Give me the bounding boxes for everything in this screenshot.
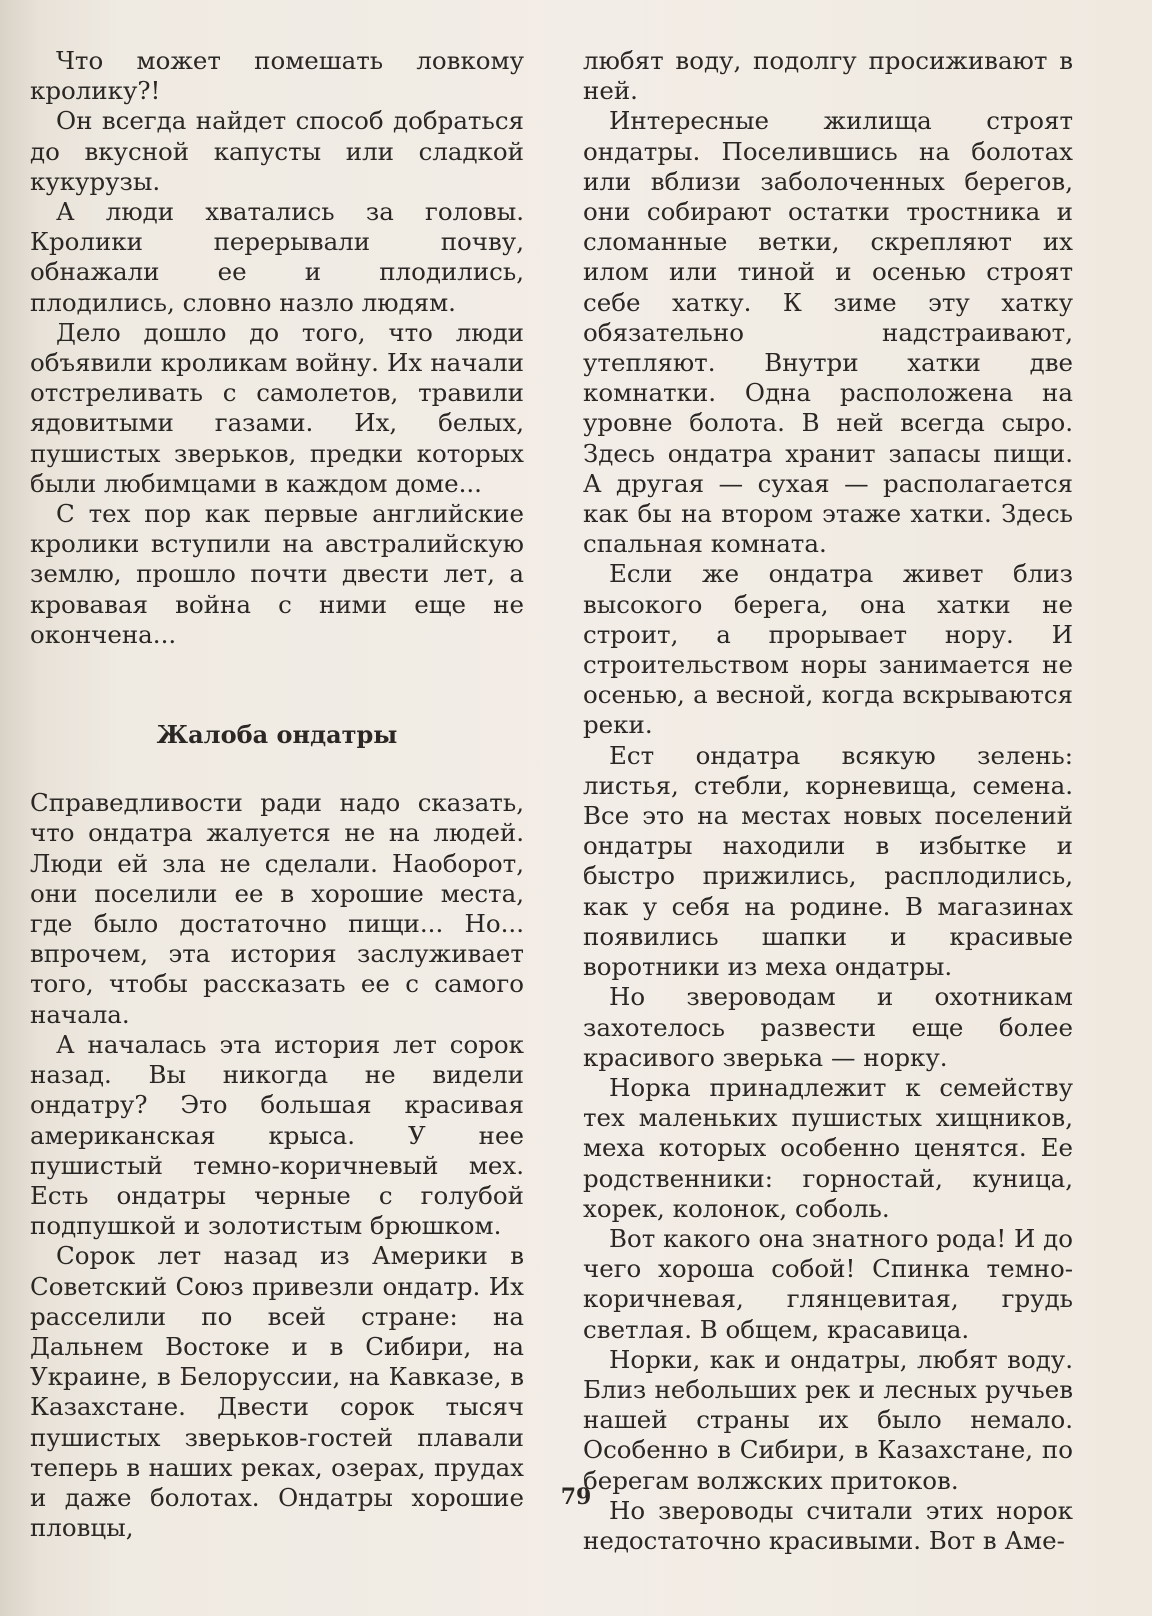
paragraph: Вот какого она знатного рода! И до чего хороша собой! Спинка темно-коричневая, глянцевитая, грудь светлая. В общем, красавица. [583, 1223, 1073, 1344]
paragraph: Ест ондатра всякую зелень: листья, стебли, корневища, семена. Все это на местах новых поселений ондатры находили в избытке и быстро прижились, расплодились, как у себя на родине. В магазинах появились шапки и красивые воротники из меха ондатры. [583, 740, 1073, 982]
paragraph: Дело дошло до того, что люди объявили кроликам войну. Их начали отстреливать с самолетов, травили ядовитыми газами. Их, белых, пушистых зверьков, предки которых были любимцами в каждом доме... [30, 317, 524, 498]
paragraph: Он всегда найдет способ добраться до вкусной капусты или сладкой кукурузы. [30, 106, 524, 196]
paragraph: Справедливости ради надо сказать, что ондатра жалуется не на людей. Люди ей зла не сделали. Наоборот, они поселили ее в хорошие места, где было достаточно пищи... Но... впрочем, эта история заслуживает того, чтобы рассказать ее с самого начала. [30, 788, 524, 1029]
page-number: 79 [560, 1484, 592, 1510]
section-heading: Жалоба ондатры [156, 720, 398, 750]
paragraph: Интересные жилища строят ондатры. Поселившись на болотах или вблизи заболоченных берегов, они собирают остатки тростника и сломанные ветки, скрепляют их илом или тиной и осенью строят себе хатку. К зиме эту хатку обязательно надстраивают, утепляют. Внутри хатки две комнатки. Одна расположена на уровне болота. В ней всегда сыро. Здесь ондатра хранит запасы пищи. А другая — сухая — располагается как бы на втором этаже хатки. Здесь спальная комната. [583, 106, 1073, 559]
paragraph-continuation: любят воду, подолгу просиживают в ней. [583, 46, 1073, 106]
paragraph: Если же ондатра живет близ высокого берега, она хатки не строит, а прорывает нору. И строительством норы занимается не осенью, а весной, когда вскрываются реки. [583, 559, 1073, 740]
paragraph: Но звероводы считали этих норок недостаточно красивыми. Вот в Аме- [583, 1495, 1073, 1555]
paragraph: Но звероводам и охотникам захотелось развести еще более красивого зверька — норку. [583, 982, 1073, 1072]
paragraph: Норки, как и ондатры, любят воду. Близ небольших рек и лесных ручьев нашей страны их было немало. Особенно в Сибири, в Казахстане, по берегам волжских притоков. [583, 1344, 1073, 1495]
paragraph: А началась эта история лет сорок назад. Вы никогда не видели ондатру? Это большая красивая американская крыса. У нее пушистый темно-коричневый мех. Есть ондатры черные с голубой подпушкой и золотистым брюшком. [30, 1029, 524, 1241]
paragraph: С тех пор как первые английские кролики вступили на австралийскую землю, прошло почти двести лет, а кровавая война с ними еще не окончена... [30, 499, 524, 649]
paragraph: Что может помешать ловкому кролику?! [30, 46, 524, 106]
paragraph: Норка принадлежит к семейству тех маленьких пушистых хищников, меха которых особенно ценятся. Ее родственники: горностай, куница, хорек, колонок, соболь. [583, 1072, 1073, 1223]
paragraph: А люди хватались за головы. Кролики перерывали почву, обнажали ее и плодились, плодились, словно назло людям. [30, 197, 524, 317]
paragraph: Сорок лет назад из Америки в Советский Союз привезли ондатр. Их расселили по всей стране: на Дальнем Востоке и в Сибири, на Украине, в Белоруссии, на Кавказе, в Казахстане. Двести сорок тысяч пушистых зверьков-гостей плавали теперь в наших реках, озерах, прудах и даже болотах. Ондатры хорошие пловцы, [30, 1241, 524, 1543]
right-column [583, 46, 1073, 1556]
left-column [30, 46, 524, 1543]
